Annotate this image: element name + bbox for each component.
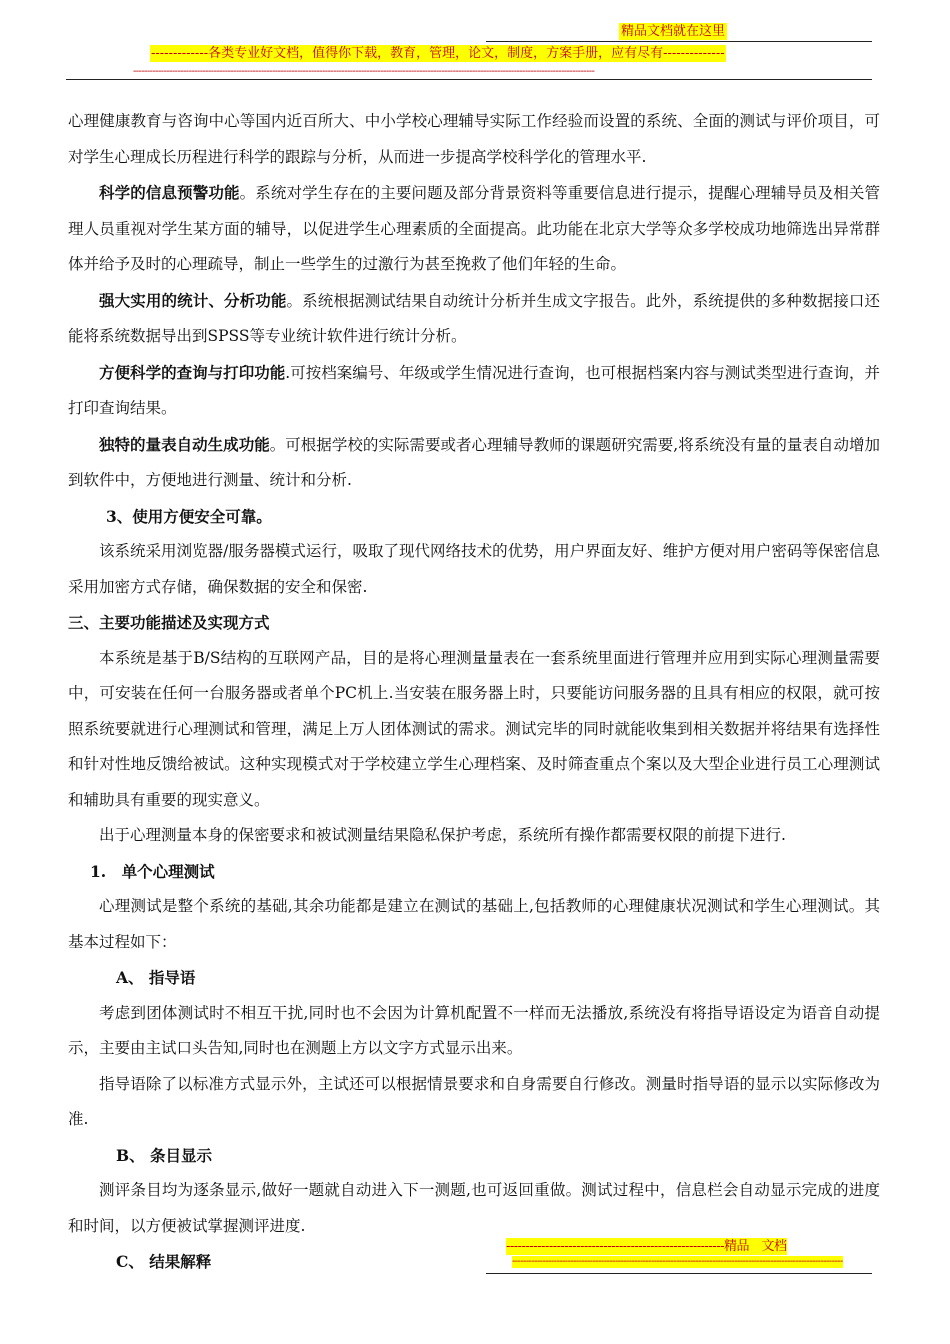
header-dashes: ---------------------------------------------------------------------------------------------------------------------------------------------------------------------- bbox=[133, 66, 595, 77]
heading-result-explanation: C、 结果解释 bbox=[116, 1252, 212, 1271]
header-banner: -------------各类专业好文档，值得你下载，教育，管理，论文，制度，方案手册，应有尽有-------------- bbox=[151, 46, 725, 61]
feature-text: 。可根据学校的实际需要或者心理辅导教师的课题研究需要,将系统没有量的量表自动增加到软件中，方便地进行测量、统计和分析. bbox=[68, 435, 880, 489]
feature-title: 方便科学的查询与打印功能 bbox=[99, 362, 286, 382]
header-label: 精品文档就在这里 bbox=[621, 24, 726, 39]
feature-title: 独特的量表自动生成功能 bbox=[99, 434, 270, 454]
footer-label: --------------------------------------------------------精品 文档 bbox=[506, 1239, 787, 1254]
paragraph-warning-feature bbox=[68, 175, 880, 283]
paragraph-system-overview: 本系统是基于B/S结构的互联网产品，目的是将心理测量量表在一套系统里面进行管理并应用到实际心理测量需要中，可安装在任何一台服务器或者单个PC机上.当安装在服务器上时，只要能访问服务器的且具有相应的权限，就可按照系统要就进行心理测试和管理，满足上万人团体测试的需求。测试完毕的同时就能收集到相关数据并将结果有选择性和针对性地反馈给被试。这种实现模式对于学校建立学生心理档案、及时筛查重点个案以及大型企业进行员工心理测试和辅助具有重要的现实意义。 bbox=[68, 648, 880, 809]
heading-instructions: A、 指导语 bbox=[116, 968, 196, 987]
header-rule-top bbox=[486, 41, 872, 42]
feature-text: .可按档案编号、年级或学生情况进行查询，也可根据档案内容与测试类型进行查询，并打印查询结果。 bbox=[68, 363, 880, 417]
paragraph-instructions-1: 考虑到团体测试时不相互干扰,同时也不会因为计算机配置不一样而无法播放,系统没有将指导语设定为语音自动提示，主要由主试口头告知,同时也在测题上方以文字方式显示出来。 bbox=[68, 1003, 880, 1057]
footer-dashes: ----------------------------------------------------------------------------------------------------------------------- bbox=[512, 1256, 843, 1267]
feature-title: 科学的信息预警功能 bbox=[99, 183, 240, 202]
paragraph-instructions-2: 指导语除了以标准方式显示外，主试还可以根据情景要求和自身需要自行修改。测量时指导语的显示以实际修改为准. bbox=[68, 1074, 880, 1128]
paragraph-scale-feature bbox=[68, 427, 880, 499]
feature-text: 。系统根据测试结果自动统计分析并生成文字报告。此外，系统提供的多种数据接口还能将系统数据导出到SPSS等专业统计软件进行统计分析。 bbox=[68, 291, 880, 345]
feature-text: 。系统对学生存在的主要问题及部分背景资料等重要信息进行提示，提醒心理辅导员及相关管理人员重视对学生某方面的辅导，以促进学生心理素质的全面提高。此功能在北京大学等众多学校成功地筛选出异常群体并给予及时的心理疏导，制止一些学生的过激行为甚至挽救了他们年轻的生命。 bbox=[68, 184, 880, 273]
paragraph-query-feature bbox=[68, 355, 880, 427]
footer-rule bbox=[486, 1273, 872, 1274]
heading-single-test: 1. 单个心理测试 bbox=[90, 861, 215, 881]
document-body bbox=[68, 104, 880, 1280]
paragraph-intro: 心理健康教育与咨询中心等国内近百所大、中小学校心理辅导实际工作经验而设置的系统、全面的测试与评价项目，可对学生心理成长历程进行科学的跟踪与分析，从而进一步提高学校科学化的管理水平. bbox=[68, 112, 880, 166]
paragraph-test-basis: 心理测试是整个系统的基础,其余功能都是建立在测试的基础上,包括教师的心理健康状况测试和学生心理测试。其基本过程如下： bbox=[68, 897, 880, 951]
header-rule-bottom bbox=[66, 79, 872, 80]
paragraph-statistics-feature bbox=[68, 283, 880, 355]
paragraph-privacy: 出于心理测量本身的保密要求和被试测量结果隐私保护考虑，系统所有操作都需要权限的前提下进行. bbox=[99, 826, 786, 844]
heading-safety: 3、使用方便安全可靠。 bbox=[106, 506, 272, 526]
feature-title: 强大实用的统计、分析功能 bbox=[99, 290, 287, 310]
section-heading-3: 三、主要功能描述及实现方式 bbox=[68, 613, 270, 632]
paragraph-item-display: 测评条目均为逐条显示,做好一题就自动进入下一测题,也可返回重做。测试过程中，信息栏会自动显示完成的进度和时间，以方便被试掌握测评进度. bbox=[68, 1181, 880, 1235]
paragraph-safety: 该系统采用浏览器/服务器模式运行，吸取了现代网络技术的优势，用户界面友好、维护方便对用户密码等保密信息采用加密方式存储，确保数据的安全和保密. bbox=[68, 542, 880, 596]
heading-item-display: B、 条目显示 bbox=[116, 1145, 212, 1165]
